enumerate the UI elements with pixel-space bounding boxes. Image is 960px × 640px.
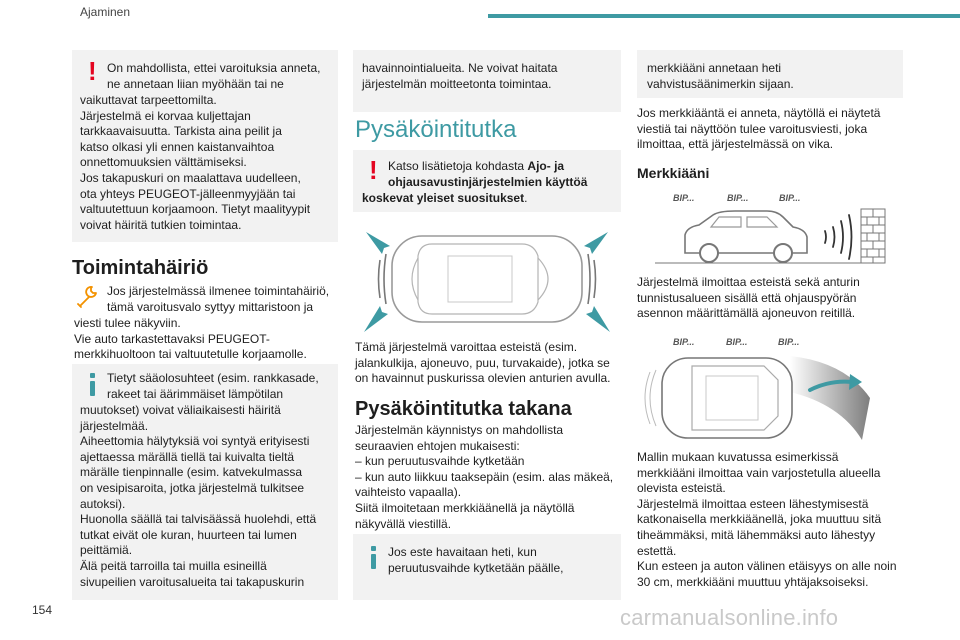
rear-sensors-heading: Pysäköintitutka takana	[355, 398, 572, 420]
reverse-info-line-1: Jos este havaitaan heti, kun	[388, 545, 537, 559]
parking-warning-line-3: koskevat yleiset suositukset.	[362, 191, 528, 205]
example-text: Mallin mukaan kuvatussa esimerkissä merkkiääni ilmoittaa vain varjostetulla alueella olevista esteistä. Järjestelmä ilmoittaa esteen lähestymisestä katkonaisella merkkiäänellä, joka muuttuu sitä tiheämmäksi, mitä lähemmäksi auto lähestyy estettä. Kun esteen ja auton välinen etäisyys on alle noin 30 cm, merkkiääni muuttuu yhtäjaksoiseksi.	[637, 450, 897, 589]
rear-text: Järjestelmän käynnistys on mahdollista seuraavien ehtojen mukaisesti: – kun peruutusvaihde kytketään – kun auto liikkuu taaksepäin (esim. alas mäkeä, vaihteisto vapaalla). Siitä ilmoitetaan merkkiäänellä ja näytöllä näkyvällä viestillä.	[355, 423, 614, 531]
bip-label: BIP...	[727, 193, 749, 203]
warning-icon: !	[369, 155, 378, 185]
parking-warning-line-2: ohjausavustinjärjestelmien käyttöä	[388, 175, 588, 189]
bip-label: BIP...	[726, 337, 748, 347]
continued-text: havainnointialueita. Ne voivat haitata järjestelmän moitteetonta toimintaa.	[362, 61, 558, 91]
beep-heading: Merkkiääni	[637, 165, 710, 181]
rear-beep-illustration	[655, 205, 890, 265]
info-line-2: rakeet tai äärimmäiset lämpötilan	[107, 387, 284, 401]
warning-line-2: ne annetaan liian myöhään tai ne	[107, 77, 284, 91]
bip-label: BIP...	[778, 337, 800, 347]
car-sensors-illustration	[362, 226, 612, 332]
warns-text: Tämä järjestelmä varoittaa esteistä (esim. jalankulkija, ajoneuvo, puu, turvakaide), jotka se on havainnut puskurissa olevien anturien avulla.	[355, 340, 611, 386]
no-sound-text: Jos merkkiääntä ei anneta, näytöllä ei näytetä viestiä tai näyttöön tulee varoitusviesti, joka ilmoittaa, että järjestelmässä on vika.	[637, 106, 881, 152]
bip-label: BIP...	[779, 193, 801, 203]
reverse-info-line-2: peruutusvaihde kytketään päälle,	[388, 561, 564, 575]
header-accent-bar	[488, 14, 960, 18]
parking-warning-line-1: Katso lisätietoja kohdasta Ajo- ja	[388, 159, 565, 173]
info-icon	[90, 373, 95, 396]
obstacle-text: Järjestelmä ilmoittaa esteistä sekä anturin tunnistusalueen sisällä että ohjauspyörän asennon määrittämällä ajoneuvon reitillä.	[637, 275, 860, 321]
parking-sensors-heading: Pysäköintitutka	[355, 116, 517, 143]
page-number: 154	[32, 603, 53, 617]
malfunction-line-2: tämä varoitusvalo syttyy mittaristoon ja	[107, 300, 314, 314]
steering-path-illustration	[640, 350, 890, 445]
malfunction-body: viesti tulee näkyviin. Vie auto tarkastettavaksi PEUGEOT- merkkihuoltoon tai valtuutetulle korjaamolle.	[74, 316, 307, 362]
info-body: muutokset) voivat väliaikaisesti häiritä järjestelmää. Aiheettomia hälytyksiä voi syntyä erityisesti ajettaessa märällä tiellä tai kuivalta tieltä märälle tienpinnalle (esim. katvekulmassa on vesipisaroita, jotka järjestelmä tulkitsee autoksi). Huonolla säällä tai talvisäässä huolehdi, että tutkat eivät ole kuran, huurteen tai lumen peittämiä. Älä peitä tarroilla tai muilla esineillä sivupeilien varoitusalueita tai takapuskurin	[80, 403, 317, 589]
bip-label: BIP...	[673, 337, 695, 347]
continued-text-col3: merkkiääni annetaan heti vahvistusäänimerkin sijaan.	[647, 61, 794, 91]
wrench-icon	[74, 283, 100, 309]
malfunction-line-1: Jos järjestelmässä ilmenee toimintahäiriö,	[107, 284, 330, 298]
malfunction-heading: Toimintahäiriö	[72, 257, 209, 279]
warning-icon: !	[88, 56, 97, 86]
info-line-1: Tietyt sääolosuhteet (esim. rankkasade,	[107, 371, 319, 385]
warning-body: vaikuttavat tarpeettomilta. Järjestelmä ei korvaa kuljettajan tarkkaavaisuutta. Tarkista aina peilit ja katso olkasi yli ennen kaistanvaihtoa onnettomuuksien välttämiseksi. Jos takapuskuri on maalattava uudelleen, ota yhteys PEUGEOT-jälleenmyyjään tai valtuutettuun korjaamoon. Tietyt maalityypit voivat häiritä tutkien toimintaa.	[80, 93, 311, 232]
info-icon	[371, 546, 376, 569]
bip-label: BIP...	[673, 193, 695, 203]
section-name: Ajaminen	[80, 5, 131, 19]
footer-watermark: carmanualsonline.info	[620, 605, 839, 630]
warning-line-1: On mahdollista, ettei varoituksia anneta,	[107, 61, 321, 75]
